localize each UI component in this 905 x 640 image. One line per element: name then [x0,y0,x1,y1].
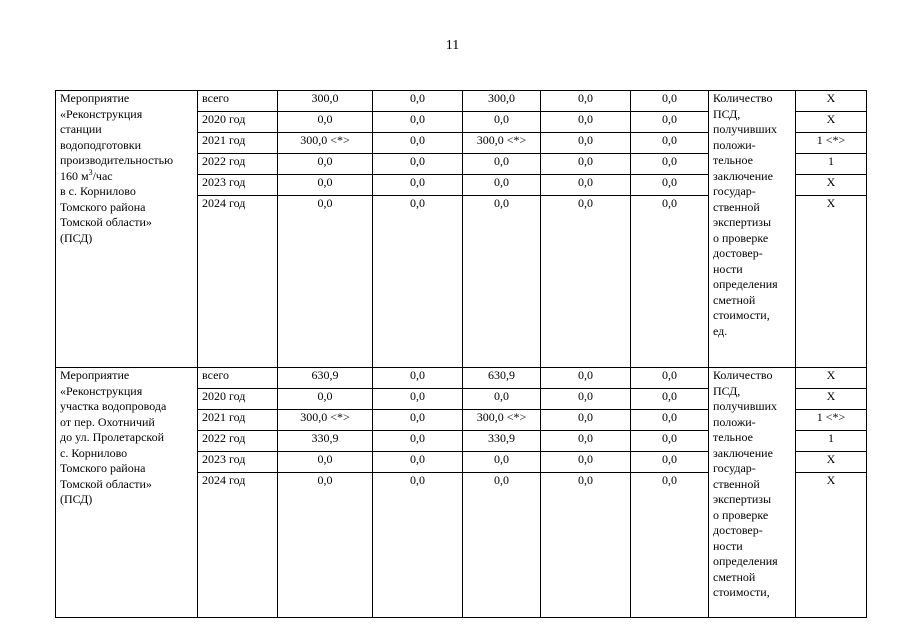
indicator-value-cell: X [796,389,867,410]
value-cell: 0,0 [631,431,709,452]
value-cell: 0,0 [463,175,541,196]
value-cell: 0,0 [373,133,463,154]
value-cell: 0,0 [631,410,709,431]
indicator-cell: Количество ПСД, получивших положи- тельное заключение государ- ственной экспертизы о проверке достовер- ности определения сметной стоимости, ед. [709,91,796,368]
value-cell: 0,0 [373,473,463,618]
year-cell: 2022 год [198,431,278,452]
value-cell: 0,0 [631,389,709,410]
program-table [55,90,867,618]
value-cell: 0,0 [541,368,631,389]
value-cell: 630,9 [463,368,541,389]
page-number: 11 [445,38,460,53]
value-cell: 300,0 [278,91,373,112]
value-cell: 0,0 [631,368,709,389]
value-cell: 0,0 [373,91,463,112]
indicator-value-cell: 1 <*> [796,410,867,431]
value-cell: 0,0 [278,154,373,175]
value-cell: 0,0 [541,175,631,196]
value-cell: 0,0 [463,452,541,473]
year-cell: 2023 год [198,175,278,196]
value-cell: 0,0 [463,473,541,618]
value-cell: 330,9 [463,431,541,452]
value-cell: 0,0 [631,133,709,154]
year-cell: 2021 год [198,133,278,154]
value-cell: 0,0 [631,473,709,618]
indicator-value-cell: X [796,175,867,196]
year-cell: 2024 год [198,196,278,368]
value-cell: 0,0 [373,175,463,196]
value-cell: 0,0 [541,133,631,154]
year-cell: 2020 год [198,389,278,410]
value-cell: 0,0 [541,196,631,368]
value-cell: 0,0 [541,431,631,452]
value-cell: 0,0 [541,473,631,618]
value-cell: 0,0 [278,196,373,368]
value-cell: 0,0 [541,410,631,431]
table-row [56,368,867,389]
year-cell: 2024 год [198,473,278,618]
value-cell: 0,0 [373,431,463,452]
value-cell: 0,0 [631,154,709,175]
value-cell: 0,0 [463,112,541,133]
value-cell: 0,0 [631,452,709,473]
year-cell: всего [198,368,278,389]
value-cell: 0,0 [631,112,709,133]
value-cell: 0,0 [278,389,373,410]
indicator-value-cell: 1 [796,154,867,175]
indicator-value-cell: X [796,473,867,618]
value-cell: 0,0 [373,452,463,473]
value-cell: 0,0 [631,175,709,196]
year-cell: 2022 год [198,154,278,175]
value-cell: 0,0 [463,196,541,368]
value-cell: 0,0 [278,473,373,618]
indicator-value-cell: X [796,112,867,133]
value-cell: 0,0 [541,452,631,473]
indicator-value-cell: X [796,452,867,473]
value-cell: 0,0 [278,112,373,133]
value-cell: 300,0 <*> [278,133,373,154]
value-cell: 0,0 [373,112,463,133]
value-cell: 0,0 [373,196,463,368]
year-cell: 2023 год [198,452,278,473]
value-cell: 300,0 <*> [463,410,541,431]
value-cell: 0,0 [373,154,463,175]
value-cell: 0,0 [541,154,631,175]
value-cell: 330,9 [278,431,373,452]
year-cell: 2020 год [198,112,278,133]
indicator-value-cell: X [796,196,867,368]
indicator-value-cell: 1 [796,431,867,452]
indicator-cell: Количество ПСД, получивших положи- тельное заключение государ- ственной экспертизы о проверке достовер- ности определения сметной стоимости, [709,368,796,618]
value-cell: 630,9 [278,368,373,389]
value-cell: 0,0 [631,196,709,368]
table-row [56,91,867,112]
indicator-value-cell: 1 <*> [796,133,867,154]
value-cell: 0,0 [278,452,373,473]
value-cell: 0,0 [541,91,631,112]
value-cell: 300,0 [463,91,541,112]
value-cell: 0,0 [541,389,631,410]
value-cell: 0,0 [631,91,709,112]
value-cell: 0,0 [463,389,541,410]
value-cell: 0,0 [373,389,463,410]
value-cell: 0,0 [541,112,631,133]
year-cell: всего [198,91,278,112]
year-cell: 2021 год [198,410,278,431]
measure-name-cell: Мероприятие «Реконструкция станции водоподготовки производительностью 160 $м^3$/час в с. Корнилово Томского района Томской области» (ПСД) [56,91,198,368]
value-cell: 0,0 [373,410,463,431]
indicator-value-cell: X [796,91,867,112]
indicator-value-cell: X [796,368,867,389]
value-cell: 0,0 [373,368,463,389]
value-cell: 0,0 [463,154,541,175]
value-cell: 0,0 [278,175,373,196]
value-cell: 300,0 <*> [463,133,541,154]
measure-name-cell: Мероприятие «Реконструкция участка водопровода от пер. Охотничий до ул. Пролетарской с. Корнилово Томского района Томской области» (ПСД) [56,368,198,618]
value-cell: 300,0 <*> [278,410,373,431]
